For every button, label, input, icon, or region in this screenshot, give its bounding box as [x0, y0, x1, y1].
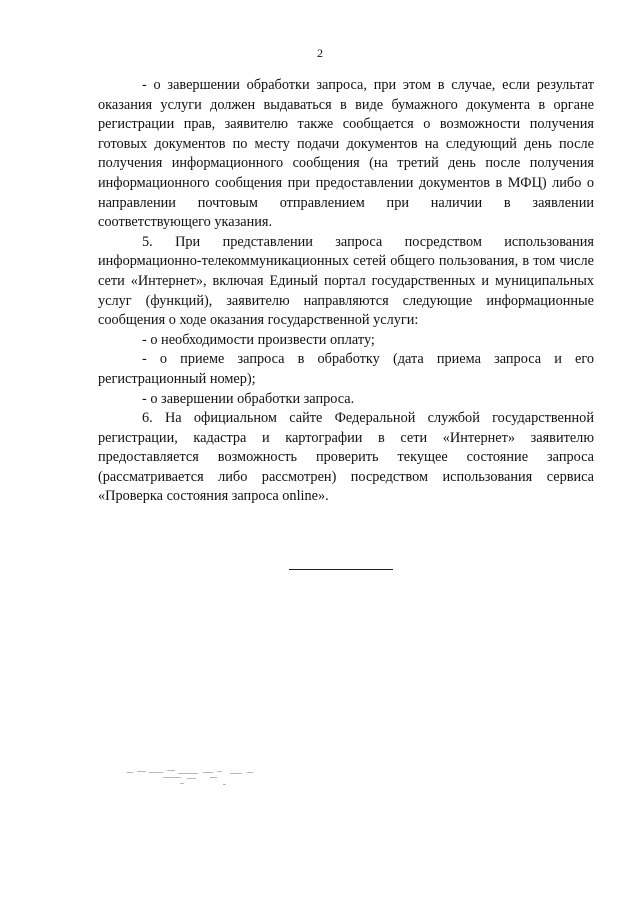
- paragraph-completion-notice: - о завершении обработки запроса, при этом в случае, если результат оказания услуги должен выдаваться в виде бумажного документа в органе регистрации прав, заявителю также сообщается о возможности получения готовых документов по месту подачи документов на следующий день после получения информационного сообщения (на третий день после получения информационного сообщения при предоставлении документов в МФЦ) либо о направлении почтовым отправлением при наличии в заявлении соответствующего указания.: [98, 77, 594, 231]
- paragraph-5-online-request: 5. При представлении запроса посредством использования информационно-телекоммуникационных сетей общего пользования, в том числе сети «Интернет», включая Единый портал государственных и муниципальных услуг (функций), заявителю направляются следующие информационные сообщения о ходе оказания государственной услуги:: [98, 233, 594, 329]
- scan-artifact: [125, 768, 285, 788]
- document-body: [98, 76, 594, 507]
- page-number: 2: [317, 46, 323, 60]
- paragraph-6-status-check: 6. На официальном сайте Федеральной службой государственной регистрации, кадастра и картографии в сети «Интернет» заявителю предоставляется возможность проверить текущее состояние запроса (рассматривается либо рассмотрен) посредством использования сервиса «Проверка состояния запроса online».: [98, 410, 594, 505]
- paragraph-processing-complete: - о завершении обработки запроса.: [142, 390, 355, 407]
- paragraph-acceptance-notice: - о приеме запроса в обработку (дата приема запроса и его регистрационный номер);: [98, 351, 594, 387]
- end-separator-line: [289, 569, 393, 570]
- paragraph-payment-notice: - о необходимости произвести оплату;: [142, 331, 375, 348]
